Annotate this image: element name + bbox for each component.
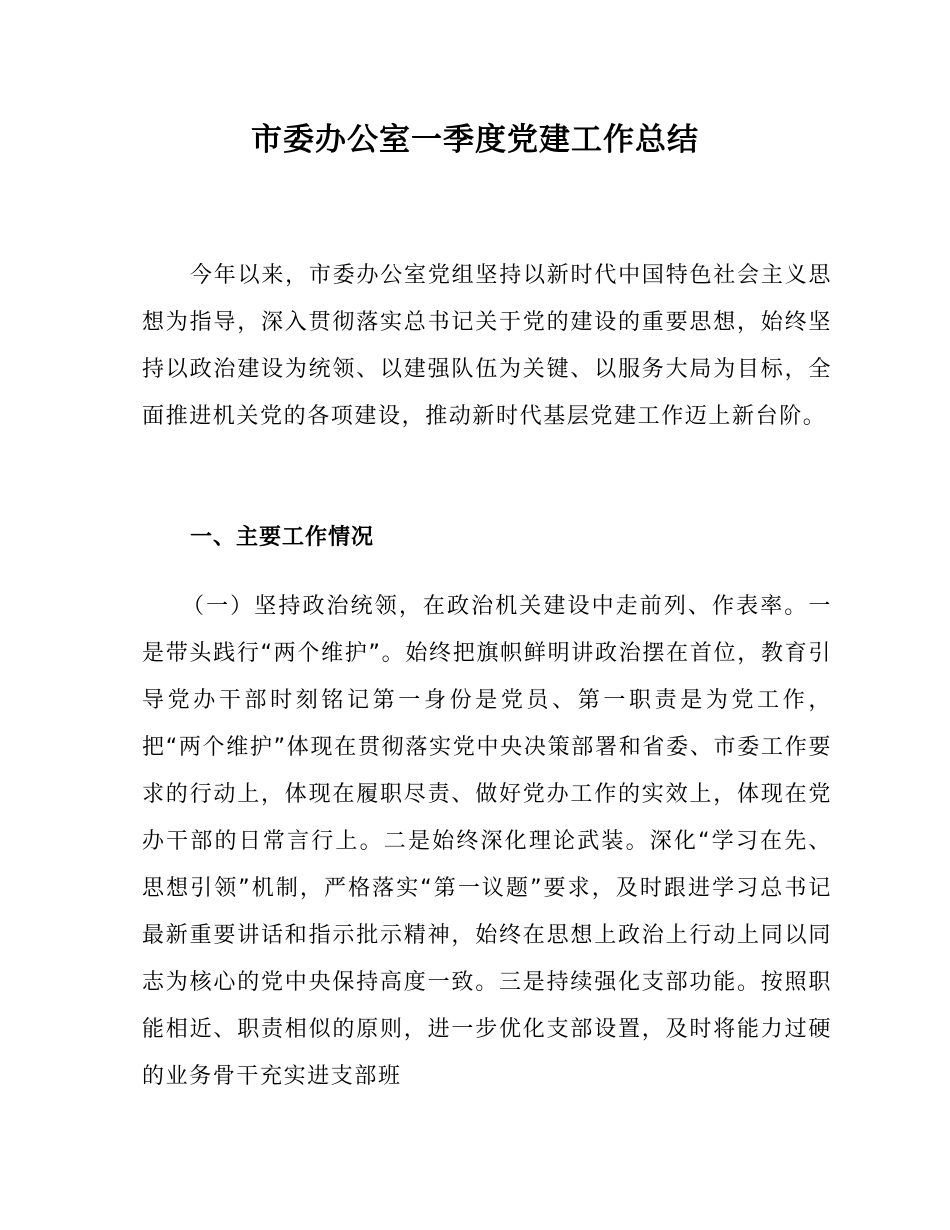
document-title: 市委办公室一季度党建工作总结: [251, 122, 699, 158]
section-paragraph: （一）坚持政治统领，在政治机关建设中走前列、作表率。一是带头践行“两个维护”。始终把旗帜鲜明讲政治摆在首位，教育引导党办干部时刻铭记第一身份是党员、第一职责是为党工作，把“两个维护”体现在贯彻落实党中央决策部署和省委、市委工作要求的行动上，体现在履职尽责、做好党办工作的实效上，体现在党办干部的日常言行上。二是始终深化理论武装。深化“学习在先、思想引领”机制，严格落实“第一议题”要求，及时跟进学习总书记最新重要讲话和指示批示精神，始终在思想上政治上行动上同以同志为核心的党中央保持高度一致。三是持续强化支部功能。按照职能相近、职责相似的原则，进一步优化支部设置，及时将能力过硬的业务骨干充实进支部班: [142, 594, 832, 1089]
section-heading: 一、主要工作情况: [190, 525, 375, 550]
intro-paragraph: 今年以来，市委办公室党组坚持以新时代中国特色社会主义思想为指导，深入贯彻落实总书记关于党的建设的重要思想，始终坚持以政治建设为统领、以建强队伍为关键、以服务大局为目标，全面推进机关党的各项建设，推动新时代基层党建工作迈上新台阶。: [142, 263, 832, 429]
